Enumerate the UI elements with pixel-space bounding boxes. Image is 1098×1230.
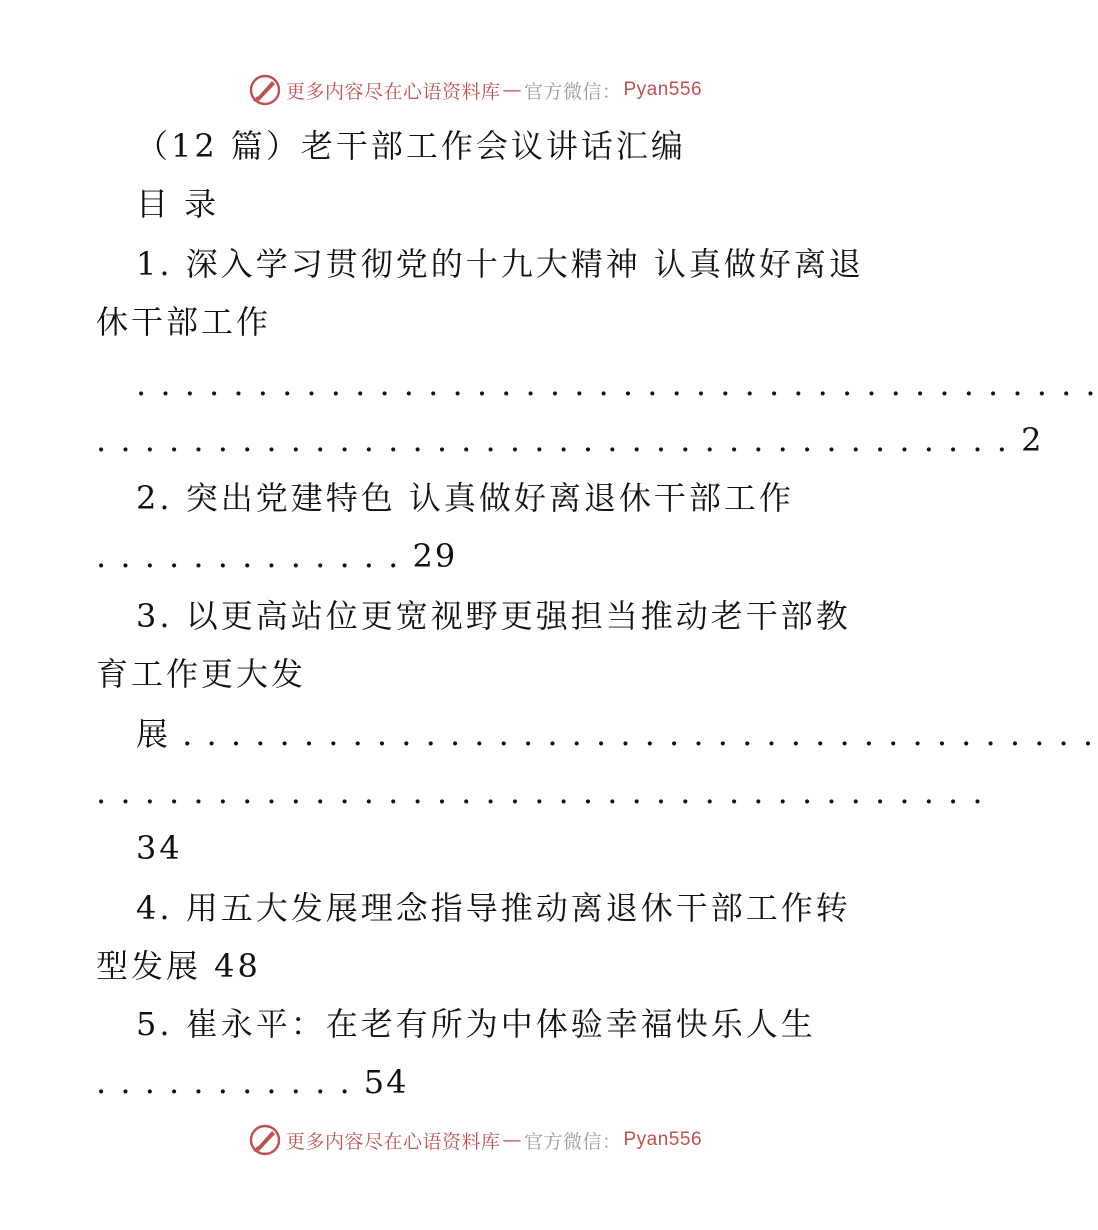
quill-pen-seal-icon	[248, 73, 282, 107]
toc-leader-dots: . . . . . . . . . . . . . 29	[96, 537, 458, 575]
watermark-main-text: 更多内容尽在心语资料库	[285, 80, 501, 103]
watermark-wechat-label: 官方微信：	[523, 1130, 622, 1153]
toc-line: 育工作更大发	[96, 655, 307, 693]
watermark-wechat-id: Pyan556	[623, 79, 703, 100]
watermark-wechat-id: Pyan556	[623, 1129, 703, 1150]
watermark-dash: —	[502, 79, 522, 101]
document-title: （12 篇）老干部工作会议讲话汇编	[136, 127, 686, 165]
toc-line: 2. 突出党建特色 认真做好离退休干部工作	[136, 479, 794, 517]
toc-line: 4. 用五大发展理念指导推动离退休干部工作转	[136, 889, 851, 927]
quill-pen-seal-icon	[248, 1123, 282, 1157]
toc-line: 1. 深入学习贯彻党的十九大精神 认真做好离退	[136, 245, 864, 283]
toc-leader-dots: 展 . . . . . . . . . . . . . . . . . . . . . . . . . . . . . . . . . . . . . .	[136, 715, 1096, 753]
watermark-main-text: 更多内容尽在心语资料库	[285, 1130, 501, 1153]
header-watermark	[0, 70, 950, 110]
watermark-dash: —	[502, 1129, 522, 1151]
toc-page-number: 34	[136, 829, 183, 867]
toc-line: 5. 崔永平：在老有所为中体验幸福快乐人生	[136, 1005, 816, 1043]
toc-leader-dots: . . . . . . . . . . . . . . . . . . . . . . . . . . . . . . . . . . . . .	[96, 773, 985, 811]
toc-leader-dots: . . . . . . . . . . . . . . . . . . . . . . . . . . . . . . . . . . . . . . 2	[96, 421, 1044, 459]
toc-leader-dots: . . . . . . . . . . . . . . . . . . . . . . . . . . . . . . . . . . . . . . . .	[136, 365, 1098, 403]
footer-watermark	[0, 1120, 950, 1160]
watermark-wechat-label: 官方微信：	[523, 80, 622, 103]
toc-line: 3. 以更高站位更宽视野更强担当推动老干部教	[136, 597, 851, 635]
toc-line: 休干部工作	[96, 303, 272, 341]
toc-leader-dots: . . . . . . . . . . . 54	[96, 1063, 409, 1101]
toc-heading: 目 录	[136, 185, 220, 223]
toc-line: 型发展 48	[96, 947, 261, 985]
